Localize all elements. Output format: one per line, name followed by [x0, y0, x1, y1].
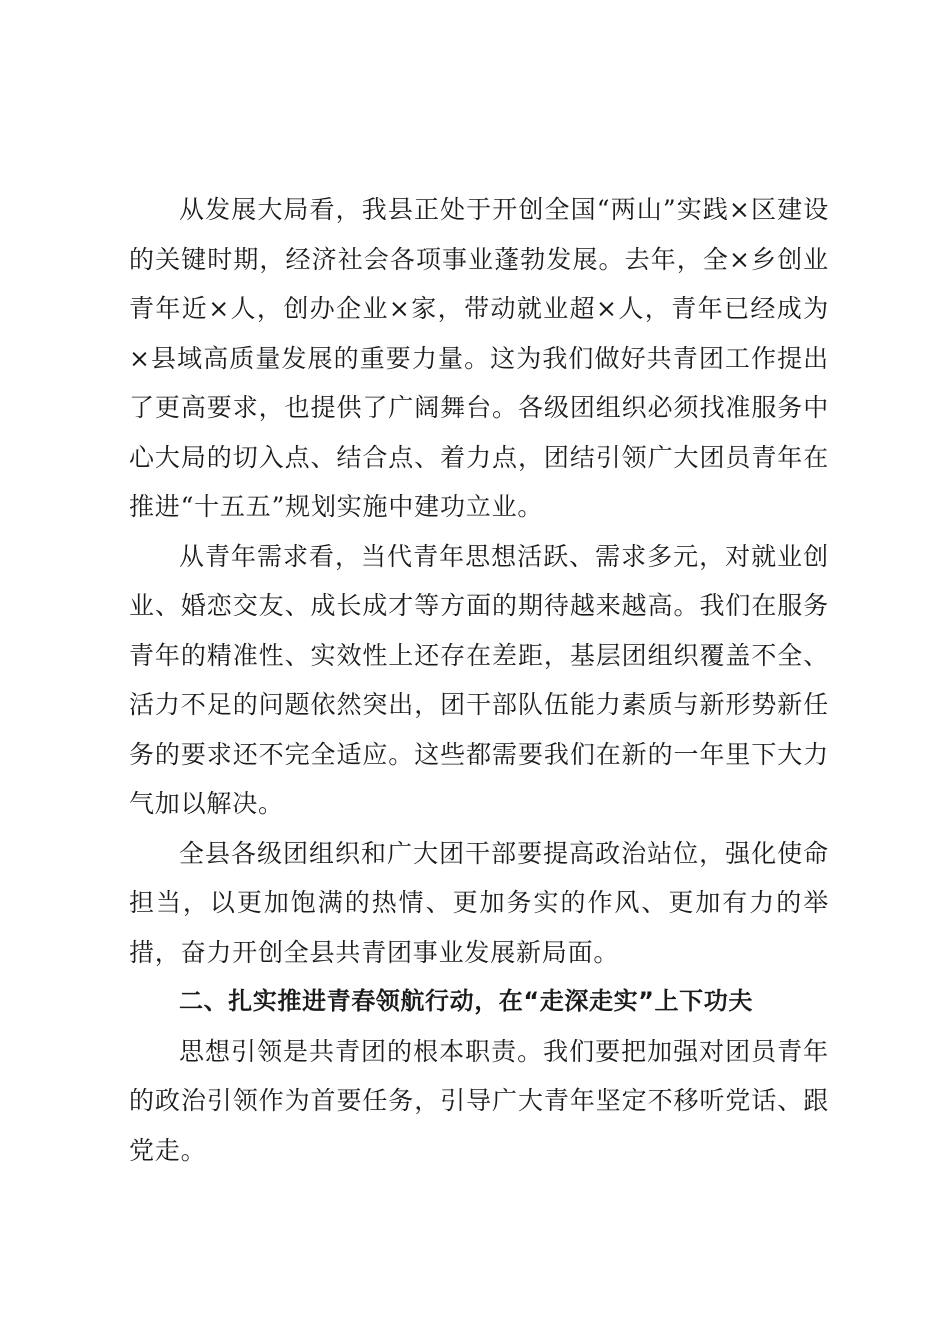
paragraph-call-to-action: 全县各级团组织和广大团干部要提高政治站位，强化使命担当，以更加饱满的热情、更加务实的作风、更加有力的举措，奋力开创全县共青团事业发展新局面。 — [129, 838, 829, 967]
paragraph-youth-needs: 从青年需求看，当代青年思想活跃、需求多元，对就业创业、婚恋交友、成长成才等方面的期待越来越高。我们在服务青年的精准性、实效性上还存在差距，基层团组织覆盖不全、活力不足的问题依然突出，团干部队伍能力素质与新形势新任务的要求还不完全适应。这些都需要我们在新的一年里下大力气加以解决。 — [129, 541, 829, 818]
paragraph-ideological-guidance: 思想引领是共青团的根本职责。我们要把加强对团员青年的政治引领作为首要任务，引导广大青年坚定不移听党话、跟党走。 — [129, 1036, 829, 1165]
paragraph-development-overview: 从发展大局看，我县正处于开创全国“两山”实践×区建设的关键时期，经济社会各项事业蓬勃发展。去年，全×乡创业青年近×人，创办企业×家，带动就业超×人，青年已经成为×县域高质量发展的重要力量。这为我们做好共青团工作提出了更高要求，也提供了广阔舞台。各级团组织必须找准服务中心大局的切入点、结合点、着力点，团结引领广大团员青年在推进“十五五”规划实施中建功立业。 — [129, 195, 829, 521]
section-heading: 二、扎实推进青春领航行动，在“走深走实”上下功夫 — [179, 987, 753, 1015]
document-body — [129, 185, 829, 1175]
